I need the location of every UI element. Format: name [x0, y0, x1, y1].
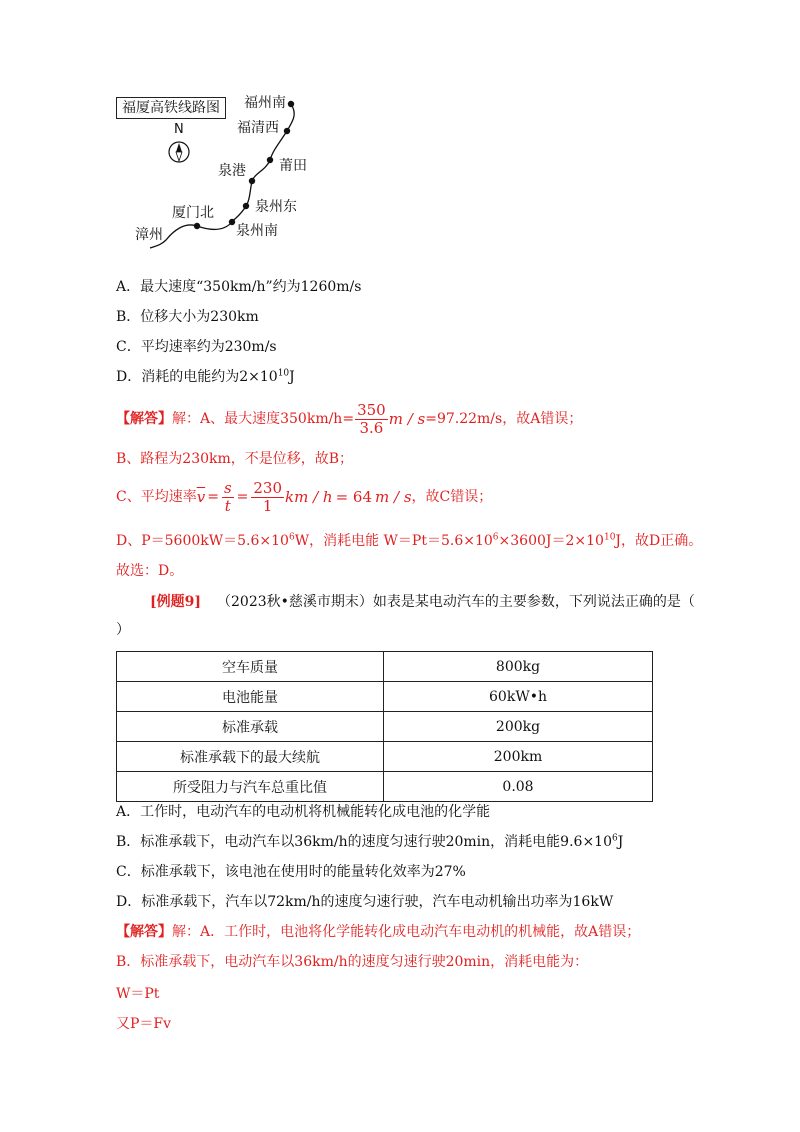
table-cell-label: 标准承载	[117, 712, 384, 742]
q8-option-a: A．最大速度“350km/h”约为1260m/s	[116, 279, 362, 295]
q9-option-b-exp: 6	[612, 833, 618, 844]
table-cell-value: 800kg	[384, 652, 653, 682]
table-row	[117, 712, 653, 742]
q8-answer-c-fraction	[251, 480, 284, 515]
table-row	[117, 652, 653, 682]
q8-answer-c-st	[222, 480, 234, 515]
q8-answer-a-fraction	[355, 402, 388, 437]
station-fuzhou-south: 福州南	[244, 95, 286, 111]
q8-answer-c-vbar: $\overline{v}$	[196, 488, 206, 506]
q8-answer-c-den: 1	[262, 496, 273, 515]
q8-answer-c-s: s	[223, 478, 232, 497]
q8-option-d	[116, 368, 295, 386]
q9-stem-text: （2023秋•慈溪市期末）如表是某电动汽车的主要参数，下列说法正确的是（	[217, 594, 695, 610]
q8-answer-c	[116, 478, 492, 516]
table-cell-label: 空车质量	[117, 652, 384, 682]
q8-option-b: B．位移大小为230km	[116, 309, 259, 325]
q8-answer-c-eq1: =	[207, 489, 219, 505]
station-quanzhou-south: 泉州南	[236, 223, 278, 239]
q8-answer-a-text: 解：A、最大速度350km/h=	[172, 411, 355, 427]
station-dot-quangang	[249, 178, 255, 184]
q8-answer-tag: 【解答】	[116, 411, 172, 427]
table-cell-value: 200km	[384, 742, 653, 772]
q8-answer-b: B、路程为230km，不是位移，故B；	[116, 451, 354, 467]
table-cell-label: 电池能量	[117, 682, 384, 712]
q8-answer-d-part3: ×3600J＝2×10	[498, 533, 604, 549]
q9-option-c: C．标准承载下，该电池在使用时的能量转化效率为27%	[116, 864, 466, 880]
table-row	[117, 742, 653, 772]
q8-answer-a	[116, 401, 582, 437]
station-dot-quanzhou-east	[243, 203, 249, 209]
table-cell-value: 60kW•h	[384, 682, 653, 712]
station-zhangzhou: 漳州	[135, 227, 163, 243]
q9-stem	[150, 593, 695, 611]
q8-answer-d	[116, 532, 702, 550]
table-row	[117, 682, 653, 712]
q8-answer-c-eq2: =	[236, 489, 249, 505]
railway-route	[0, 0, 800, 260]
q8-answer-choice: 故选：D。	[116, 563, 184, 579]
station-putian: 莆田	[279, 158, 307, 174]
station-quangang: 泉港	[218, 163, 246, 179]
station-dot-xiamen-north	[194, 223, 200, 229]
station-dot-quanzhou-south	[229, 219, 235, 225]
q8-answer-c-text: C、平均速率	[116, 489, 197, 505]
q9-stem-close: ）	[116, 622, 130, 638]
station-dot-fuqing-west	[284, 128, 290, 134]
q8-answer-c-t: t	[224, 496, 231, 515]
q9-answer-b: B．标准承载下，电动汽车以36km/h的速度匀速行驶20min，消耗电能为：	[116, 954, 589, 970]
q8-answer-d-part2: W，消耗电能 W＝Pt＝5.6×10	[294, 533, 493, 549]
station-xiamen-north: 厦门北	[172, 205, 214, 221]
q8-answer-c-num: 230	[253, 478, 283, 497]
q8-answer-c-result: = 64	[335, 488, 373, 506]
q9-tag: [例题9]	[150, 594, 201, 610]
q8-answer-c-tail: ，故C错误；	[411, 489, 493, 505]
q8-option-d-text: D．消耗的电能约为2×10	[116, 369, 278, 385]
q9-option-b	[116, 833, 623, 851]
q8-answer-a-unit: m / s	[388, 410, 426, 428]
table-cell-label: 所受阻力与汽车总重比值	[117, 772, 384, 802]
parameter-table	[116, 651, 653, 802]
station-dot-putian	[267, 157, 273, 163]
table-cell-value: 200kg	[384, 712, 653, 742]
q8-answer-c-unit: km / h	[285, 488, 333, 506]
north-label: N	[174, 122, 184, 137]
q8-answer-d-exp2: 6	[492, 532, 499, 543]
q8-option-d-exp: 10	[277, 368, 290, 379]
table-row	[117, 772, 653, 802]
map-title: 福厦高铁线路图	[116, 97, 226, 119]
q9-answer-eq1: W＝Pt	[116, 986, 160, 1002]
table-cell-value: 0.08	[384, 772, 653, 802]
q8-answer-d-part4: J，故D正确。	[615, 533, 703, 549]
q9-option-b-unit: J	[617, 834, 624, 850]
q9-answer-a-text: 解：A．工作时，电池将化学能转化成电动汽车电动机的机械能，故A错误；	[172, 924, 641, 940]
q9-answer-a	[116, 923, 640, 941]
q8-answer-d-part1: D、P＝5600kW＝5.6×10	[116, 533, 289, 549]
station-dot-fuzhou-south	[288, 101, 294, 107]
station-fuqing-west: 福清西	[237, 120, 279, 136]
q8-answer-c-unit2: m / s	[375, 488, 412, 506]
q8-answer-d-exp3: 10	[603, 532, 616, 543]
q8-answer-a-result: =97.22m/s，故A错误；	[425, 411, 583, 427]
q9-option-a: A．工作时，电动汽车的电动机将机械能转化成电池的化学能	[116, 804, 491, 820]
q8-answer-d-exp1: 6	[288, 532, 295, 543]
q8-answer-a-num: 350	[357, 400, 386, 419]
station-quanzhou-east: 泉州东	[255, 199, 297, 215]
q8-option-c: C．平均速率约为230m/s	[116, 339, 277, 355]
table-cell-label: 标准承载下的最大续航	[117, 742, 384, 772]
q8-answer-a-den: 3.6	[359, 418, 384, 437]
q9-option-d: D．标准承载下，汽车以72km/h的速度匀速行驶，汽车电动机输出功率为16kW	[116, 894, 614, 910]
q8-option-d-unit: J	[289, 369, 295, 385]
q9-answer-tag: 【解答】	[116, 924, 172, 940]
q9-option-b-text: B．标准承载下，电动汽车以36km/h的速度匀速行驶20min，消耗电能9.6×10	[116, 834, 612, 850]
q9-answer-eq2: 又P＝Fv	[116, 1016, 172, 1032]
